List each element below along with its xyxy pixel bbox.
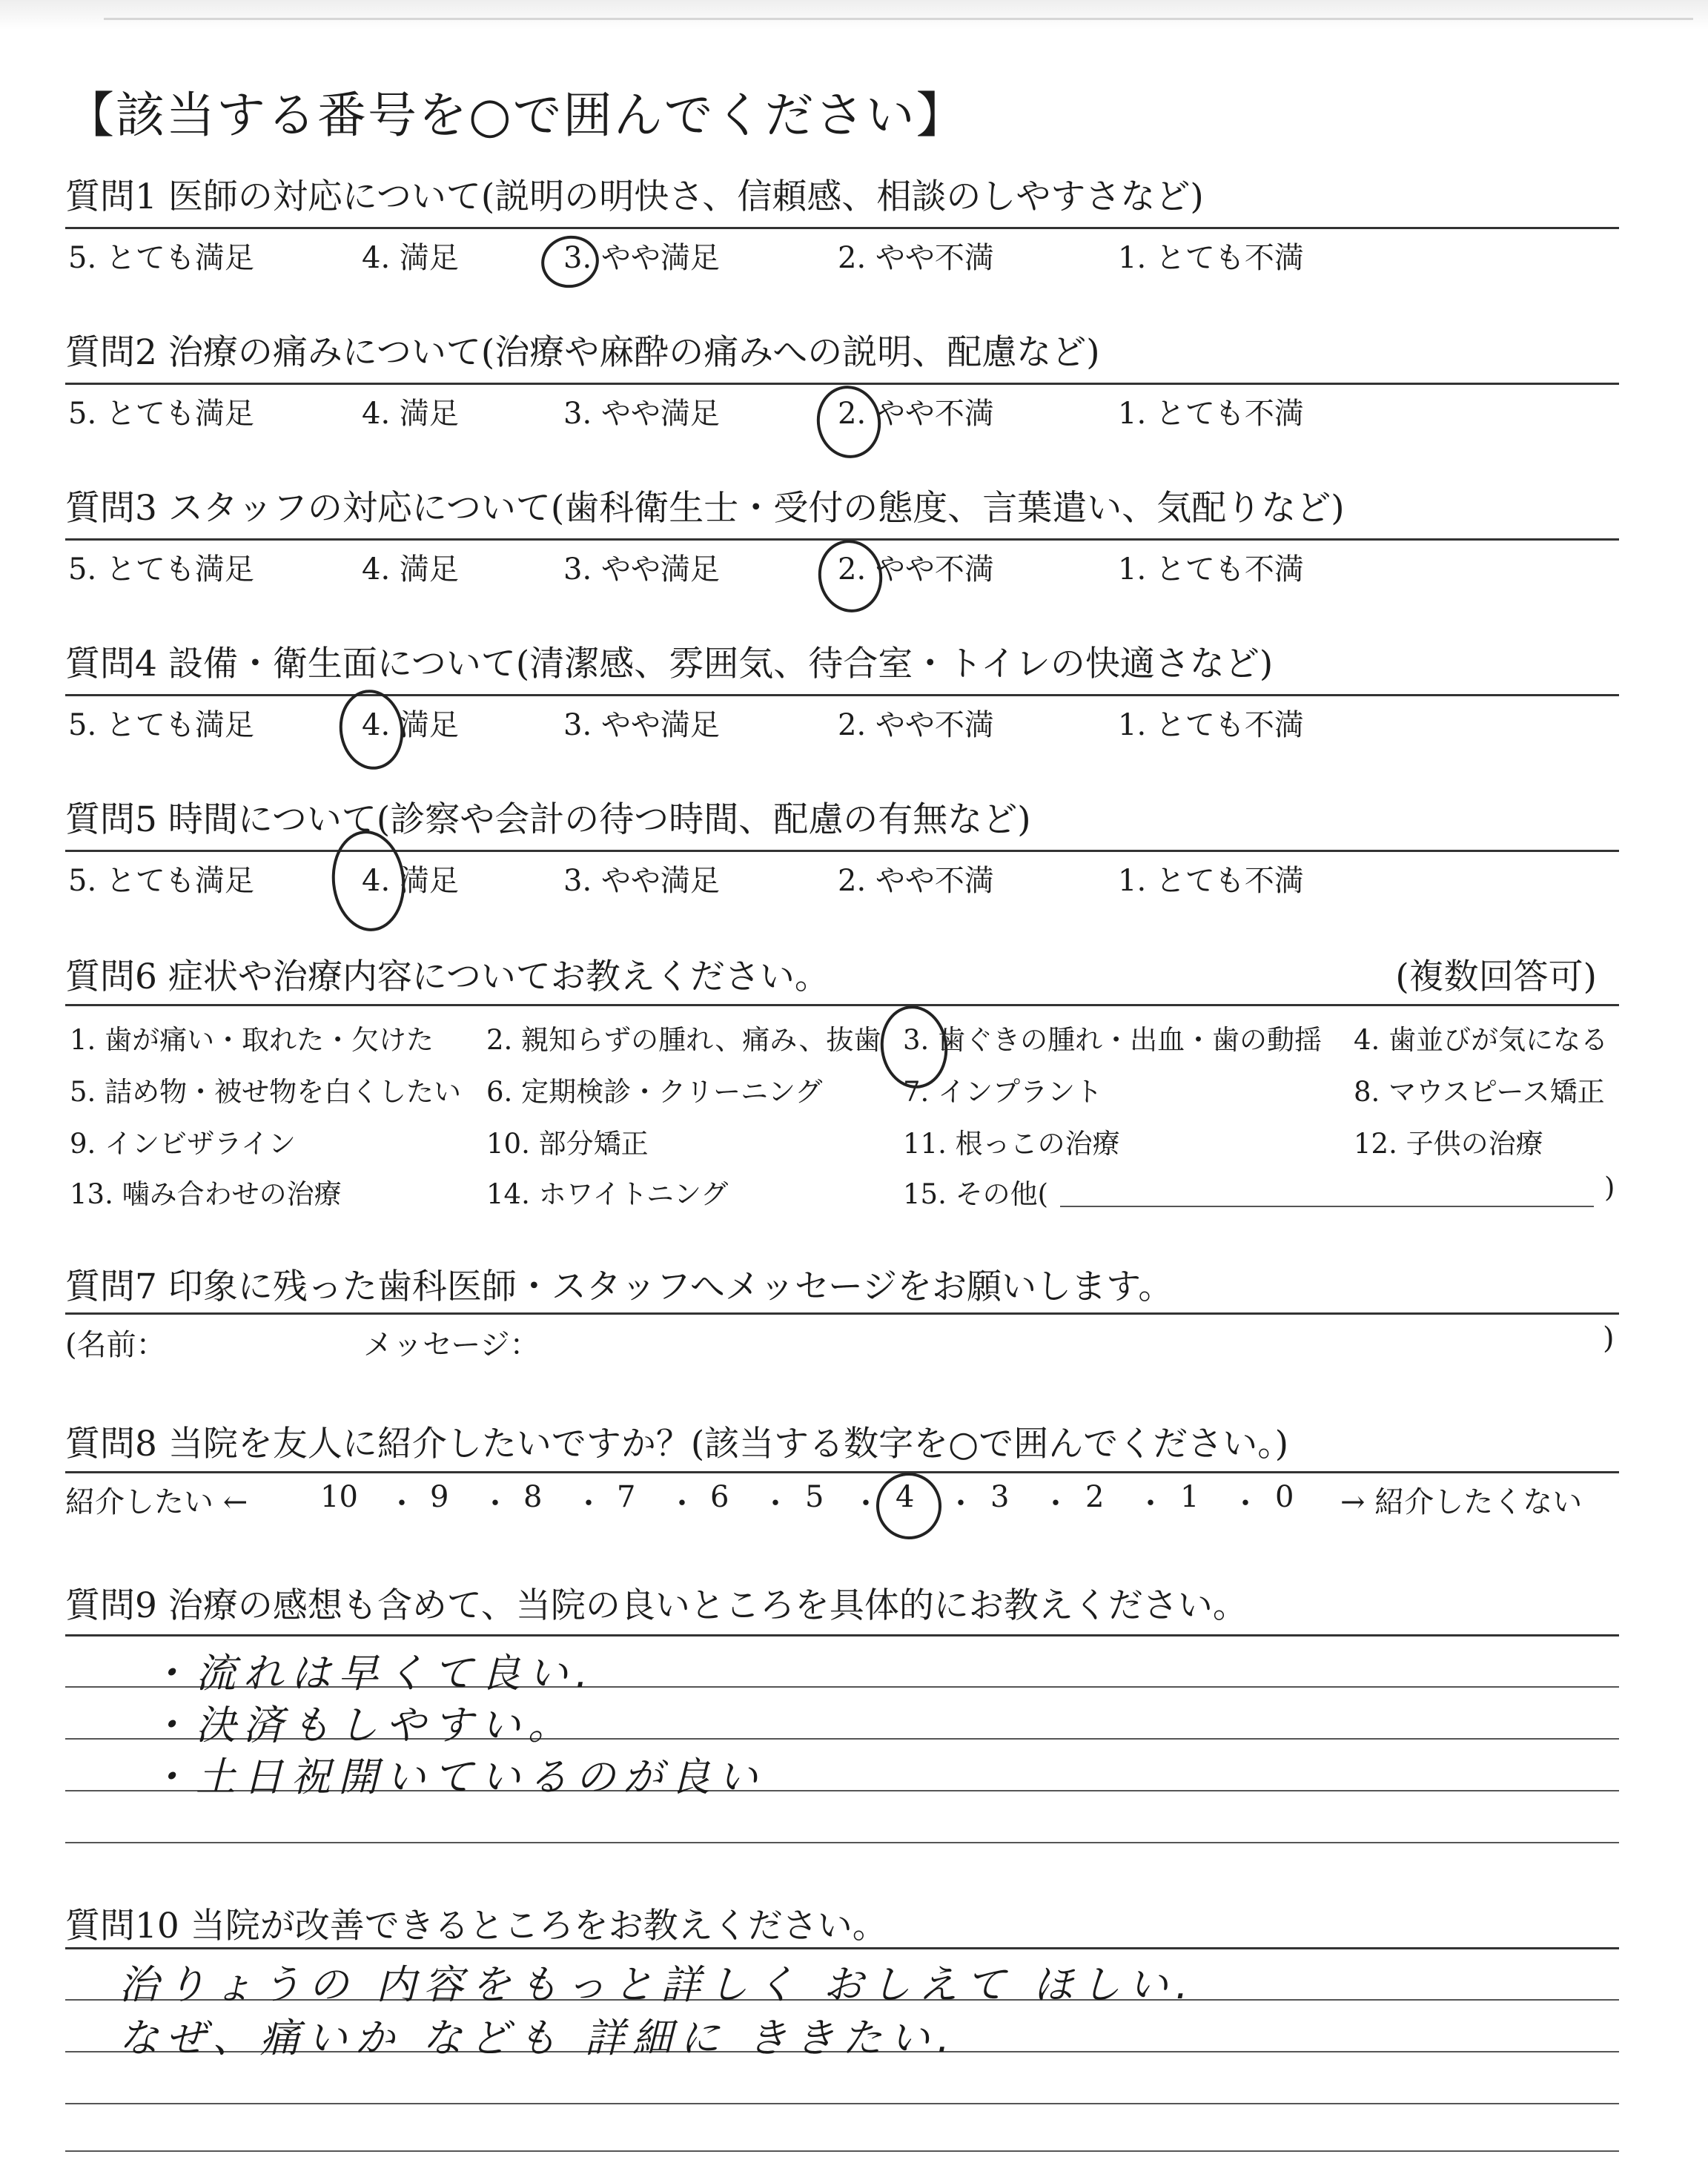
scale-sep: ・: [1136, 1487, 1165, 1521]
q6-option-8[interactable]: 8. マウスピース矯正: [1354, 1076, 1605, 1108]
q5-option-4[interactable]: 4. 満足: [362, 864, 459, 898]
name-label: (名前：: [65, 1328, 166, 1362]
q6-option-12[interactable]: 12. 子供の治療: [1354, 1128, 1543, 1160]
q4-option-2[interactable]: 2. やや不満: [838, 708, 994, 742]
scale-9[interactable]: 9: [430, 1480, 449, 1514]
q5-option-2[interactable]: 2. やや不満: [838, 864, 994, 898]
question-5-title: 質問5 時間について(診察や会計の待つ時間、配慮の有無など): [65, 799, 1031, 840]
q5-option-5[interactable]: 5. とても満足: [68, 864, 254, 898]
q1-option-2[interactable]: 2. やや不満: [838, 241, 994, 275]
q1-option-4[interactable]: 4. 満足: [362, 241, 459, 275]
scale-1[interactable]: 1: [1180, 1480, 1199, 1514]
q6-option-14[interactable]: 14. ホワイトニング: [486, 1178, 729, 1210]
q6-option-6[interactable]: 6. 定期検診・クリーニング: [486, 1076, 823, 1108]
q3-option-5[interactable]: 5. とても満足: [68, 552, 254, 587]
q2-option-4[interactable]: 4. 満足: [362, 397, 459, 431]
q1-option-5[interactable]: 5. とても満足: [68, 241, 254, 275]
scale-7[interactable]: 7: [617, 1480, 636, 1514]
multiple-answers-note: (複数回答可): [1395, 957, 1597, 997]
q6-option-3[interactable]: 3. 歯ぐきの腫れ・出血・歯の動揺: [903, 1024, 1323, 1056]
q6-option-11[interactable]: 11. 根っこの治療: [903, 1128, 1120, 1160]
question-6-title: 質問6 症状や治療内容についてお教えください。: [65, 957, 830, 997]
recommend-right-label: → 紹介したくない: [1340, 1485, 1583, 1519]
scale-3[interactable]: 3: [990, 1480, 1010, 1514]
q9-line-1: [65, 1634, 1619, 1636]
q1-option-3[interactable]: 3. やや満足: [563, 241, 720, 275]
q1-option-1[interactable]: 1. とても不満: [1118, 241, 1304, 275]
question-5-rule: [65, 850, 1619, 852]
q6-option-10[interactable]: 10. 部分矯正: [486, 1128, 649, 1160]
q6-option-2[interactable]: 2. 親知らずの腫れ、痛み、抜歯: [486, 1024, 881, 1056]
q2-option-1[interactable]: 1. とても不満: [1118, 397, 1304, 431]
q6-other-blank[interactable]: [1060, 1206, 1594, 1207]
question-3-title: 質問3 スタッフの対応について(歯科衛生士・受付の態度、言葉遣い、気配りなど): [65, 488, 1345, 529]
q10-answer-2[interactable]: なぜ、痛いか なども 詳細に ききたい.: [119, 2015, 958, 2061]
scale-sep: ・: [1041, 1487, 1070, 1521]
question-8-title: 質問8 当院を友人に紹介したいですか？(該当する数字を○で囲んでください。): [65, 1424, 1289, 1464]
q9-answer-3[interactable]: ・土日祝開いているのが良い: [148, 1754, 765, 1800]
q10-line-5: [65, 2150, 1619, 2152]
scan-top-edge: [0, 0, 1708, 30]
question-1-rule: [65, 227, 1619, 229]
question-8-rule: [65, 1471, 1619, 1473]
scale-4[interactable]: 4: [896, 1480, 915, 1514]
question-2-rule: [65, 383, 1619, 385]
q6-option-15[interactable]: 15. その他(: [903, 1178, 1049, 1210]
q9-line-5: [65, 1842, 1619, 1843]
q2-option-5[interactable]: 5. とても満足: [68, 397, 254, 431]
q10-line-1: [65, 1947, 1619, 1949]
scale-10[interactable]: 10: [320, 1480, 358, 1514]
scale-sep: ・: [387, 1487, 417, 1521]
q3-option-2[interactable]: 2. やや不満: [838, 552, 994, 587]
question-7-title: 質問7 印象に残った歯科医師・スタッフへメッセージをお願いします。: [65, 1266, 1174, 1307]
scale-sep: ・: [761, 1487, 790, 1521]
q2-option-2[interactable]: 2. やや不満: [838, 397, 994, 431]
q5-answer-circle: [327, 827, 410, 934]
q6-option-5[interactable]: 5. 詰め物・被せ物を白くしたい: [70, 1076, 462, 1108]
q9-answer-1[interactable]: ・流れは早くて良い.: [148, 1650, 596, 1697]
q3-option-4[interactable]: 4. 満足: [362, 552, 459, 587]
q4-option-3[interactable]: 3. やや満足: [563, 708, 720, 742]
q4-answer-circle: [334, 686, 408, 774]
q5-option-1[interactable]: 1. とても不満: [1118, 864, 1304, 898]
message-label: メッセージ：: [363, 1328, 540, 1362]
question-4-title: 質問4 設備・衛生面について(清潔感、雰囲気、待合室・トイレの快適さなど): [65, 644, 1274, 684]
scale-5[interactable]: 5: [805, 1480, 824, 1514]
question-2-title: 質問2 治療の痛みについて(治療や麻酔の痛みへの説明、配慮など): [65, 332, 1100, 373]
q3-option-3[interactable]: 3. やや満足: [563, 552, 720, 587]
q6-option-1[interactable]: 1. 歯が痛い・取れた・欠けた: [70, 1024, 434, 1056]
scale-0[interactable]: 0: [1275, 1480, 1294, 1514]
q6-option-9[interactable]: 9. インビザライン: [70, 1128, 296, 1160]
question-9-title: 質問9 治療の感想も含めて、当院の良いところを具体的にお教えください。: [65, 1585, 1248, 1626]
q2-option-3[interactable]: 3. やや満足: [563, 397, 720, 431]
scale-sep: ・: [946, 1487, 976, 1521]
page-title: 【該当する番号を○で囲んでください】: [65, 87, 967, 144]
q6-option-7[interactable]: 7. インプラント: [903, 1076, 1103, 1108]
scale-2[interactable]: 2: [1085, 1480, 1105, 1514]
q4-option-1[interactable]: 1. とても不満: [1118, 708, 1304, 742]
q6-other-close-paren: ): [1604, 1172, 1615, 1203]
q4-option-4[interactable]: 4. 満足: [362, 708, 459, 742]
question-1-title: 質問1 医師の対応について(説明の明快さ、信頼感、相談のしやすさなど): [65, 176, 1204, 217]
q10-answer-1[interactable]: 治りょうの 内容をもっと詳しく おしえて ほしい.: [119, 1961, 1196, 2008]
question-6-rule: [65, 1004, 1619, 1006]
scale-6[interactable]: 6: [710, 1480, 729, 1514]
scale-sep: ・: [1231, 1487, 1260, 1521]
q8-answer-circle: [871, 1467, 947, 1545]
scale-sep: ・: [851, 1487, 881, 1521]
question-7-rule: [65, 1312, 1619, 1315]
q10-line-4: [65, 2103, 1619, 2104]
q4-option-5[interactable]: 5. とても満足: [68, 708, 254, 742]
scale-sep: ・: [667, 1487, 697, 1521]
recommend-left-label: 紹介したい ←: [65, 1485, 248, 1519]
question-10-title: 質問10 当院が改善できるところをお教えください。: [65, 1906, 887, 1946]
q3-option-1[interactable]: 1. とても不満: [1118, 552, 1304, 587]
q9-answer-2[interactable]: ・決済もしやすい。: [148, 1702, 575, 1748]
question-4-rule: [65, 694, 1619, 696]
q5-option-3[interactable]: 3. やや満足: [563, 864, 720, 898]
scale-sep: ・: [574, 1487, 603, 1521]
q6-option-4[interactable]: 4. 歯並びが気になる: [1354, 1024, 1609, 1056]
q7-close-paren: ): [1603, 1321, 1615, 1355]
q6-option-13[interactable]: 13. 噛み合わせの治療: [70, 1178, 342, 1210]
scale-8[interactable]: 8: [523, 1480, 543, 1514]
scale-sep: ・: [480, 1487, 510, 1521]
